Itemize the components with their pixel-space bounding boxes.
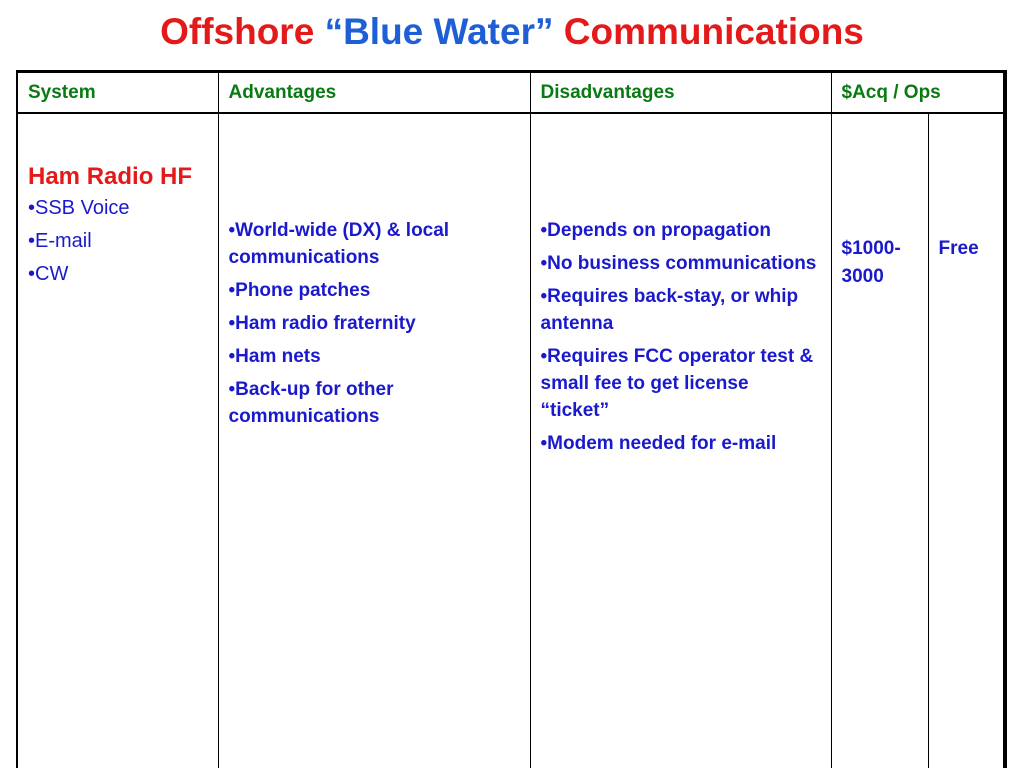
cell-disadvantages xyxy=(530,113,831,768)
cell-advantages xyxy=(218,113,530,768)
table-row xyxy=(18,113,1005,768)
disadvantage-item: •Modem needed for e-mail xyxy=(540,433,777,454)
system-item: •SSB Voice xyxy=(28,197,130,219)
comparison-table xyxy=(16,70,1007,768)
header-system: System xyxy=(18,73,218,113)
advantage-item: •Back-up for other communications xyxy=(228,379,394,427)
advantage-item: •World-wide (DX) & local communications xyxy=(228,220,450,268)
disadvantage-item: •No business communications xyxy=(540,253,817,274)
acquisition-cost: $1000-3000 xyxy=(841,238,901,287)
system-item: •E-mail xyxy=(28,230,92,252)
cell-system xyxy=(18,113,218,768)
cell-acquisition-cost xyxy=(831,113,928,768)
disadvantage-item: •Requires FCC operator test & small fee to get license “ticket” xyxy=(540,346,814,421)
title-part-communications: Communications xyxy=(553,11,864,52)
advantage-item: •Phone patches xyxy=(228,280,371,301)
system-name: Ham Radio HF xyxy=(28,163,193,190)
title-part-blue-water: “Blue Water” xyxy=(324,11,554,52)
disadvantage-item: •Depends on propagation xyxy=(540,220,771,241)
header-cost: $Acq / Ops xyxy=(831,73,1005,113)
disadvantage-item: •Requires back-stay, or whip antenna xyxy=(540,286,799,334)
operating-cost: Free xyxy=(938,238,979,259)
advantage-item: •Ham radio fraternity xyxy=(228,313,416,334)
title-part-offshore: Offshore xyxy=(160,11,325,52)
system-item: •CW xyxy=(28,263,69,285)
page-title xyxy=(0,10,1024,54)
header-advantages: Advantages xyxy=(218,73,530,113)
header-disadvantages: Disadvantages xyxy=(530,73,831,113)
table-header-row xyxy=(18,73,1005,113)
cell-operating-cost xyxy=(928,113,1005,768)
advantage-item: •Ham nets xyxy=(228,346,321,367)
